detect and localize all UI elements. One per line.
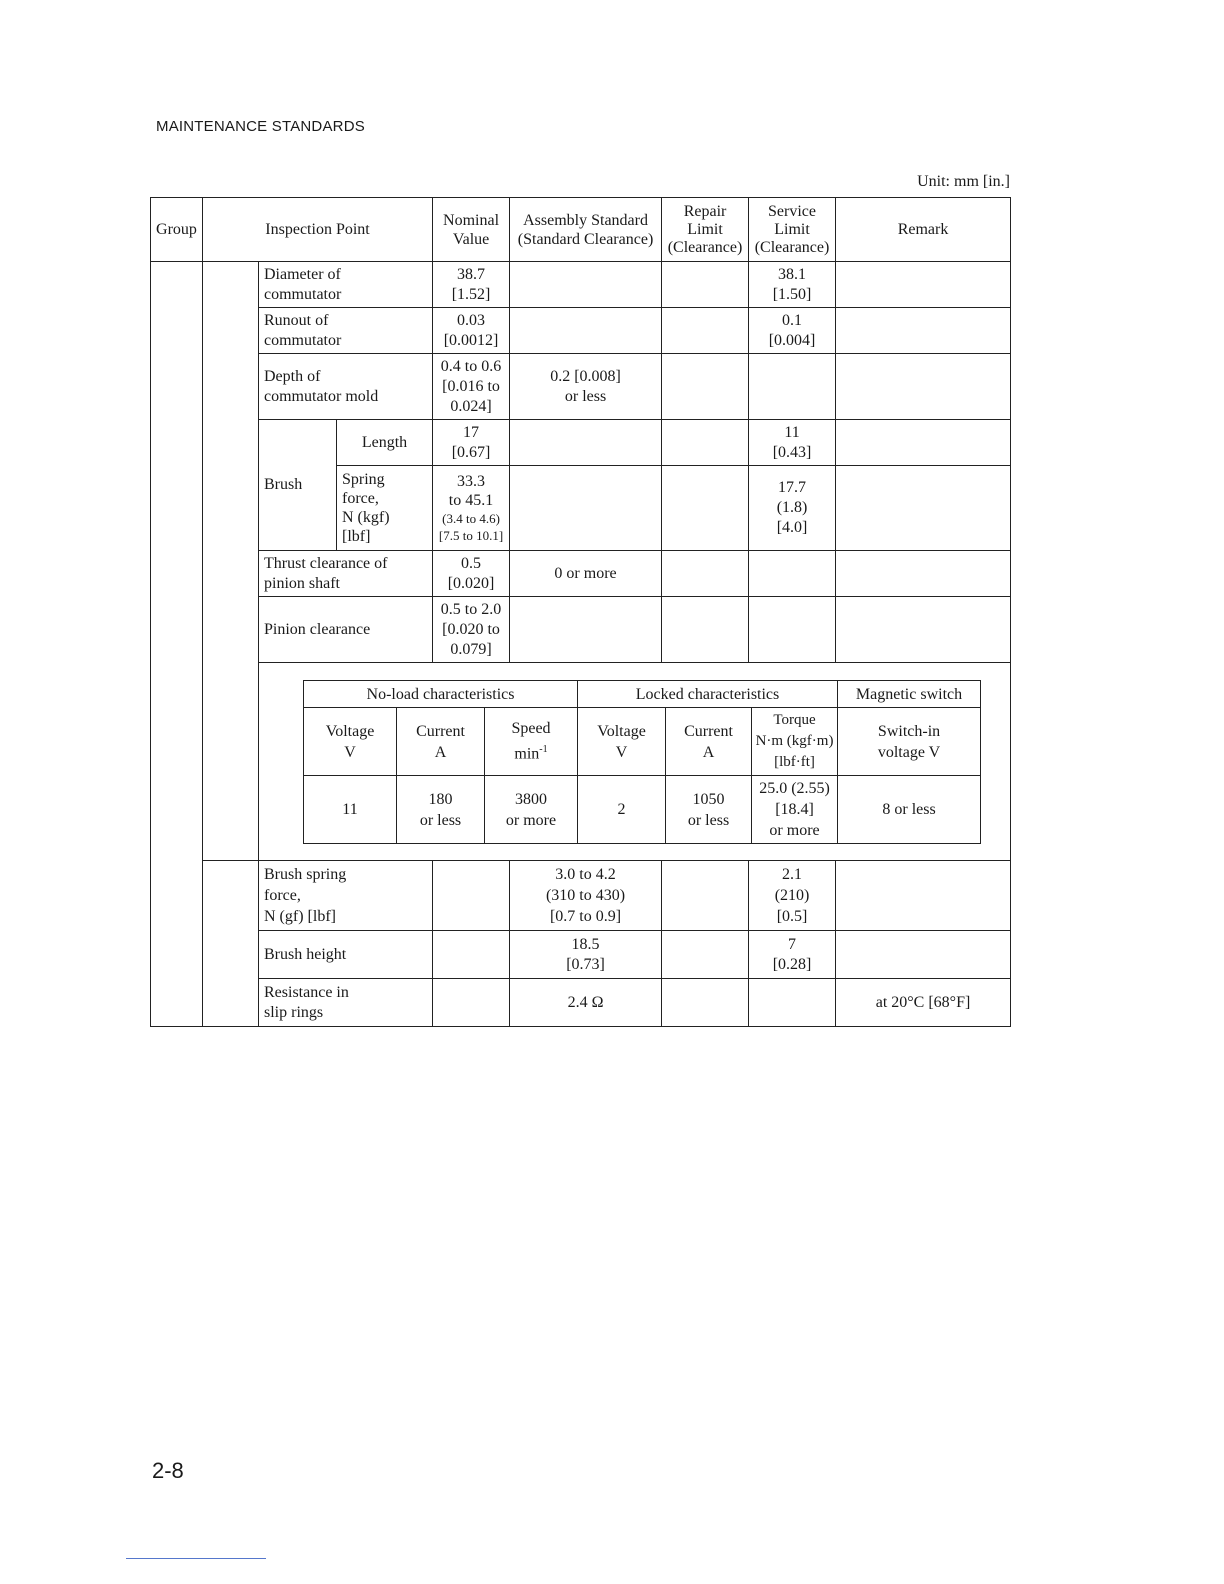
- repair-limit: [662, 354, 749, 420]
- inspection-point: Thrust clearance of pinion shaft: [259, 551, 433, 597]
- repair-limit: [662, 597, 749, 663]
- assembly-standard: [510, 262, 662, 308]
- remark: [836, 551, 1011, 597]
- nl-voltage-header: Voltage V: [304, 708, 397, 776]
- table-row: [151, 420, 1011, 466]
- service-limit: [749, 597, 836, 663]
- page-header: MAINTENANCE STANDARDS: [156, 118, 365, 135]
- lk-torque-value: 25.0 (2.55) [18.4] or more: [752, 776, 838, 844]
- table-row: [151, 931, 1011, 979]
- remark: at 20°C [68°F]: [836, 979, 1011, 1027]
- lk-current-value: 1050 or less: [666, 776, 752, 844]
- col-group: Group: [151, 198, 203, 262]
- nominal-value: 17 [0.67]: [433, 420, 510, 466]
- maintenance-standards-table: [150, 197, 1011, 1027]
- switch-in-header: Switch-in voltage V: [838, 708, 981, 776]
- assembly-standard: [510, 308, 662, 354]
- nominal-value: 0.5 to 2.0 [0.020 to 0.079]: [433, 597, 510, 663]
- nominal-value: 0.03 [0.0012]: [433, 308, 510, 354]
- col-repair: Repair Limit (Clearance): [662, 198, 749, 262]
- nl-speed-header: Speed $\min^{-1}$: [485, 708, 578, 776]
- col-remark: Remark: [836, 198, 1011, 262]
- remark: [836, 354, 1011, 420]
- table-row: [151, 551, 1011, 597]
- unit-label: Unit: mm [in.]: [917, 173, 1010, 190]
- lk-voltage-value: 2: [578, 776, 666, 844]
- service-limit: 17.7 (1.8) [4.0]: [749, 466, 836, 551]
- inspection-point: Diameter of commutator: [259, 262, 433, 308]
- nl-speed-value: 3800 or more: [485, 776, 578, 844]
- assembly-standard: 18.5 [0.73]: [510, 931, 662, 979]
- service-limit: [749, 551, 836, 597]
- service-limit: 0.1 [0.004]: [749, 308, 836, 354]
- assembly-standard: 2.4 Ω: [510, 979, 662, 1027]
- repair-limit: [662, 979, 749, 1027]
- inspection-point: Depth of commutator mold: [259, 354, 433, 420]
- remark: [836, 420, 1011, 466]
- nl-current-header: Current A: [397, 708, 485, 776]
- remark: [836, 466, 1011, 551]
- nominal-value: 0.5 [0.020]: [433, 551, 510, 597]
- lk-voltage-header: Voltage V: [578, 708, 666, 776]
- footer-line: [126, 1558, 266, 1559]
- alternator-label-cell: [203, 861, 259, 1027]
- col-inspection-point: Inspection Point: [203, 198, 433, 262]
- header-row: [151, 198, 1011, 262]
- col-service: Service Limit (Clearance): [749, 198, 836, 262]
- nominal-value: [433, 931, 510, 979]
- nl-voltage-value: 11: [304, 776, 397, 844]
- remark: [836, 308, 1011, 354]
- service-limit: 38.1 [1.50]: [749, 262, 836, 308]
- switch-in-value: 8 or less: [838, 776, 981, 844]
- table-row: [151, 979, 1011, 1027]
- repair-limit: [662, 931, 749, 979]
- table-row: [151, 308, 1011, 354]
- col-nominal: Nominal Value: [433, 198, 510, 262]
- starter-label-cell: [203, 262, 259, 861]
- inspection-point: Brush spring force, N (gf) [lbf]: [259, 861, 433, 931]
- assembly-standard: 0.2 [0.008] or less: [510, 354, 662, 420]
- service-limit: 11 [0.43]: [749, 420, 836, 466]
- inspection-point: Resistance in slip rings: [259, 979, 433, 1027]
- assembly-standard: [510, 466, 662, 551]
- group-label-cell: [151, 262, 203, 1027]
- nl-current-value: 180 or less: [397, 776, 485, 844]
- assembly-standard: 0 or more: [510, 551, 662, 597]
- remark: [836, 597, 1011, 663]
- col-assembly: Assembly Standard (Standard Clearance): [510, 198, 662, 262]
- service-limit: 7 [0.28]: [749, 931, 836, 979]
- table-row: [151, 262, 1011, 308]
- nominal-value: 33.3 to 45.1 (3.4 to 4.6) [7.5 to 10.1]: [433, 466, 510, 551]
- characteristics-cell: [259, 663, 1011, 861]
- nominal-value: 0.4 to 0.6 [0.016 to 0.024]: [433, 354, 510, 420]
- inspection-point: Pinion clearance: [259, 597, 433, 663]
- repair-limit: [662, 551, 749, 597]
- service-limit: [749, 979, 836, 1027]
- nominal-value: [433, 861, 510, 931]
- magnetic-switch-heading: Magnetic switch: [838, 681, 981, 708]
- assembly-standard: [510, 597, 662, 663]
- repair-limit: [662, 861, 749, 931]
- characteristics-row: [151, 663, 1011, 861]
- lk-torque-header: Torque N·m (kgf·m) [lbf·ft]: [752, 708, 838, 776]
- nominal-value: [433, 979, 510, 1027]
- inspection-point: Runout of commutator: [259, 308, 433, 354]
- repair-limit: [662, 308, 749, 354]
- repair-limit: [662, 262, 749, 308]
- table-row: [151, 354, 1011, 420]
- table-row: [151, 597, 1011, 663]
- table-row: [151, 861, 1011, 931]
- characteristics-table: [303, 680, 981, 844]
- service-limit: 2.1 (210) [0.5]: [749, 861, 836, 931]
- lk-current-header: Current A: [666, 708, 752, 776]
- repair-limit: [662, 466, 749, 551]
- remark: [836, 262, 1011, 308]
- service-limit: [749, 354, 836, 420]
- repair-limit: [662, 420, 749, 466]
- brush-length-label: Length: [337, 420, 433, 466]
- remark: [836, 861, 1011, 931]
- brush-spring-label: Spring force, N (kgf) [lbf]: [337, 466, 433, 551]
- remark: [836, 931, 1011, 979]
- page-number: 2-8: [152, 1458, 184, 1483]
- inspection-point: Brush height: [259, 931, 433, 979]
- brush-label: Brush: [259, 420, 337, 551]
- locked-heading: Locked characteristics: [578, 681, 838, 708]
- assembly-standard: 3.0 to 4.2 (310 to 430) [0.7 to 0.9]: [510, 861, 662, 931]
- no-load-heading: No-load characteristics: [304, 681, 578, 708]
- nominal-value: 38.7 [1.52]: [433, 262, 510, 308]
- assembly-standard: [510, 420, 662, 466]
